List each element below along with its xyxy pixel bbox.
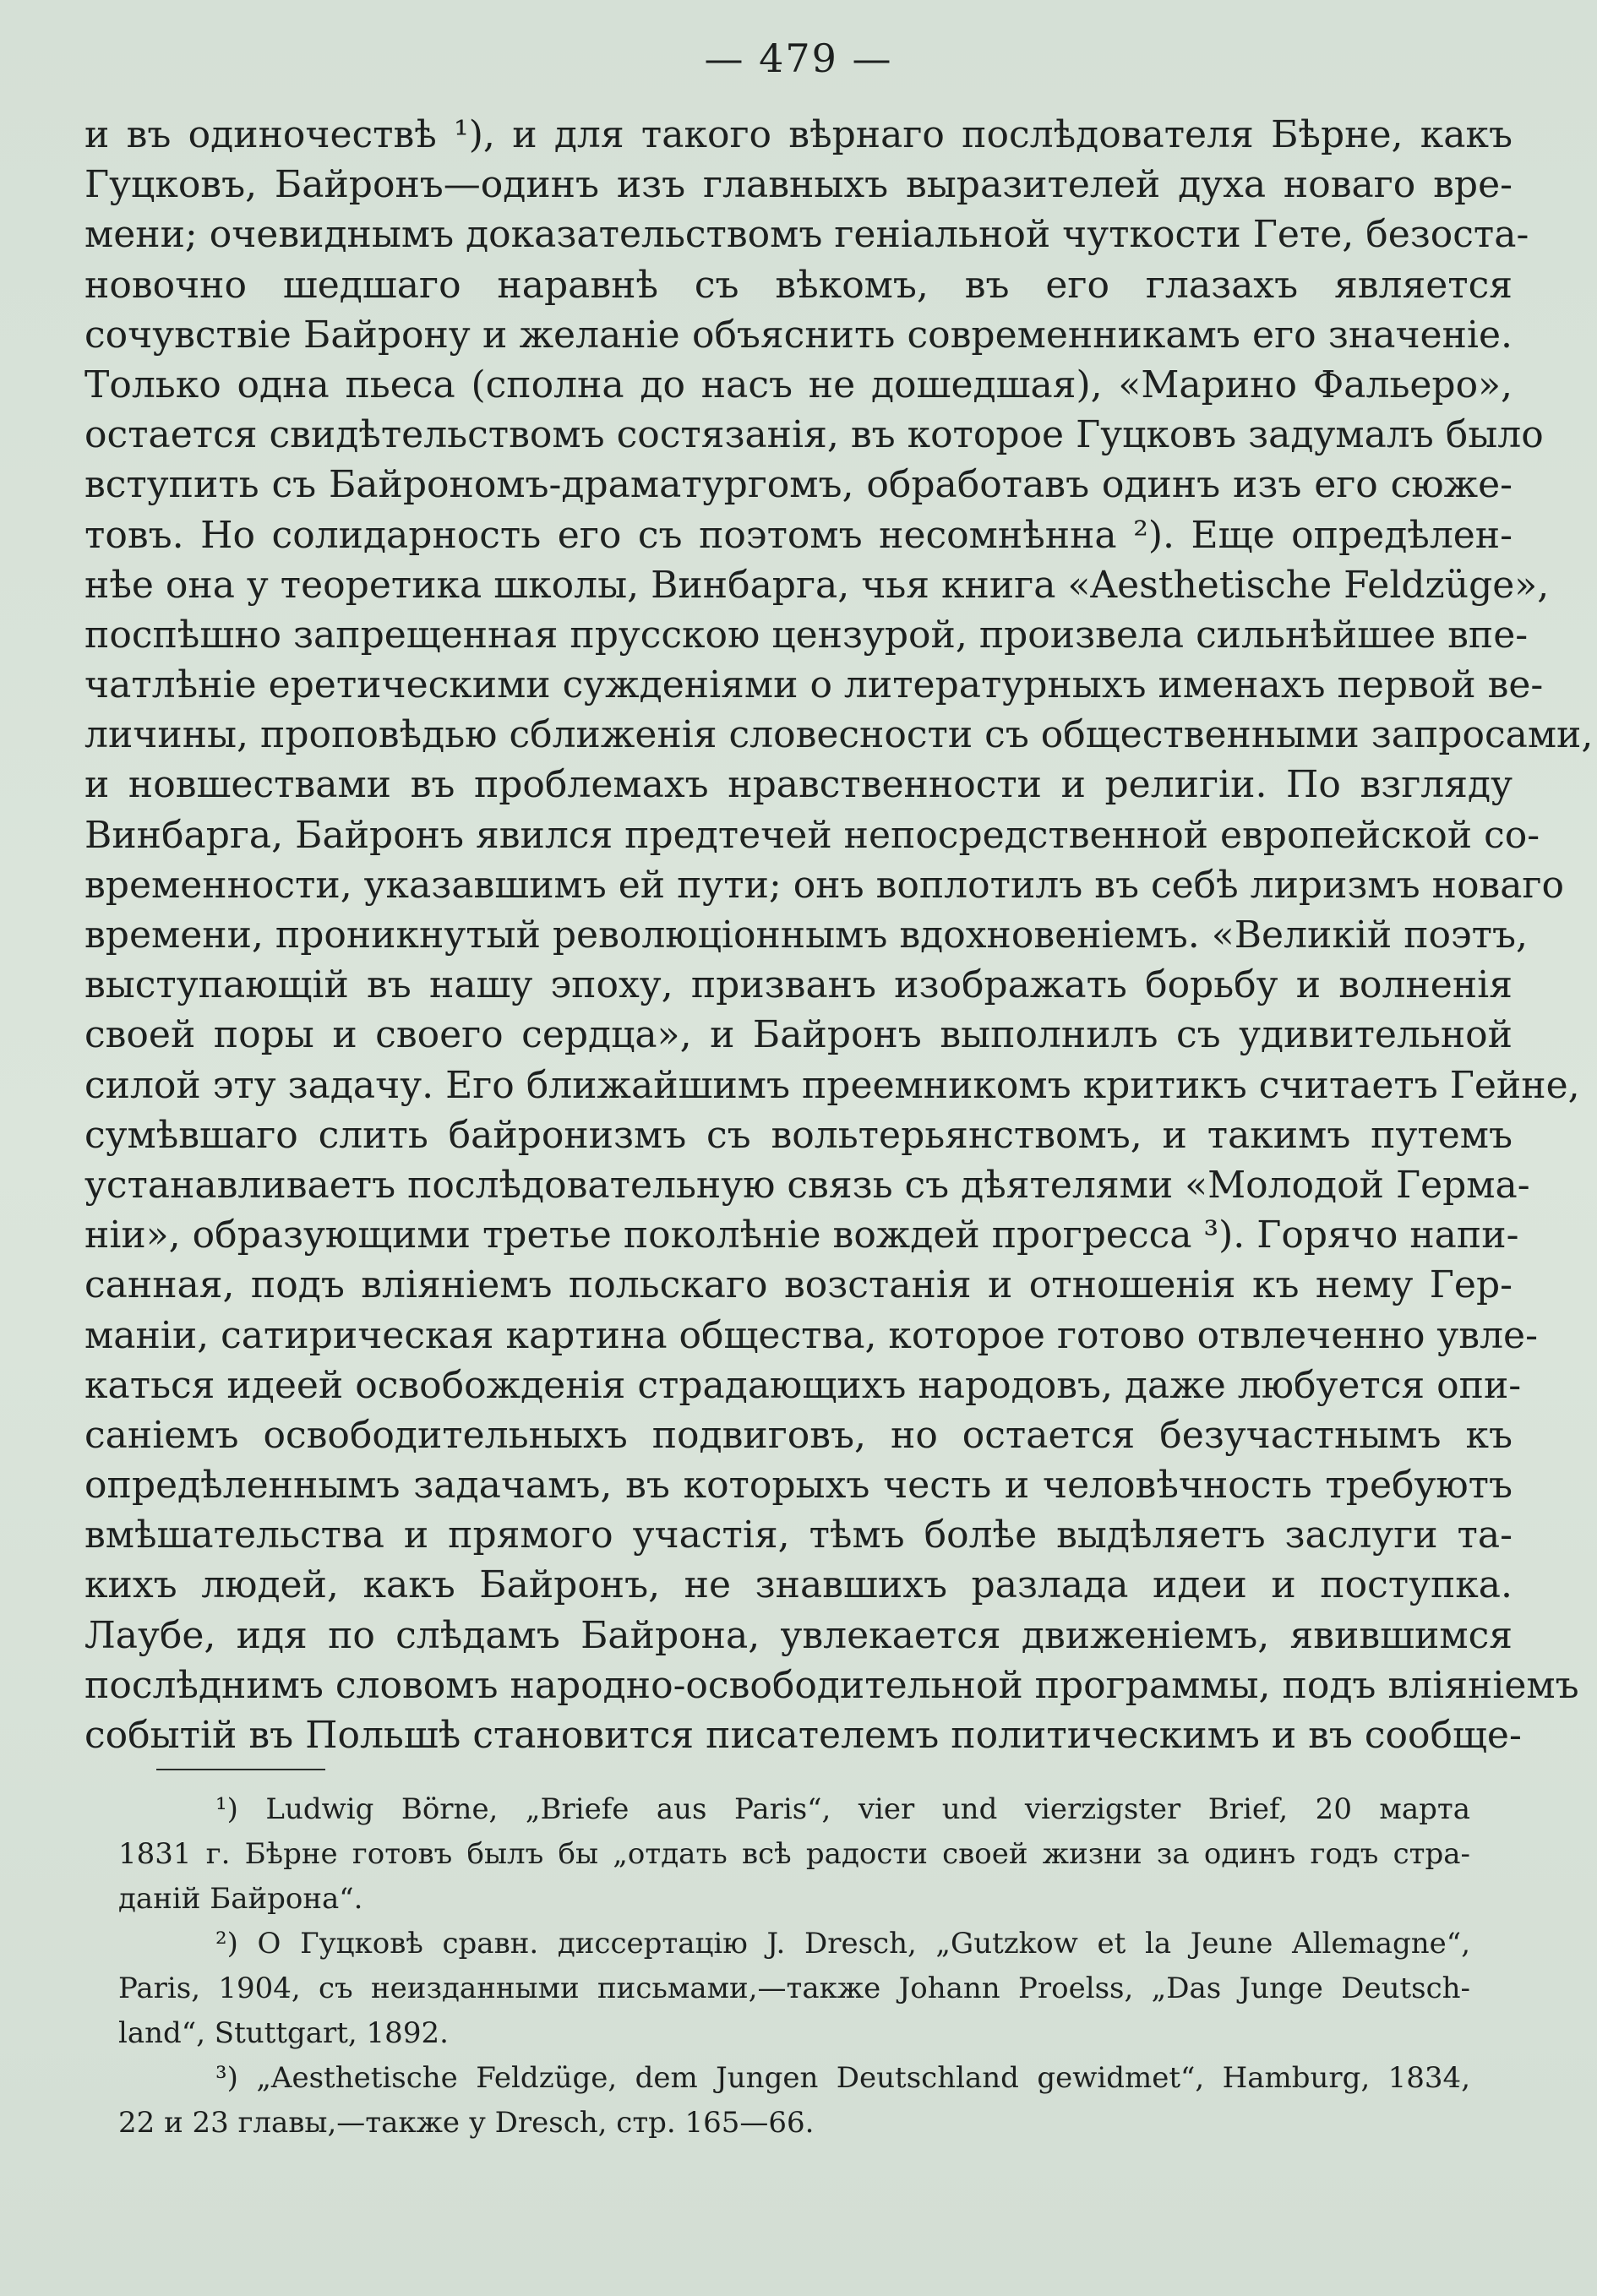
text-line: мени; очевиднымъ доказательствомъ геніальной чуткости Гете, безоста- bbox=[84, 213, 1529, 257]
text-line: вмѣшательства и прямого участія, тѣмъ болѣе выдѣляетъ заслуги та- bbox=[84, 1513, 1513, 1557]
text-line: Лаубе, идя по слѣдамъ Байрона, увлекается движеніемъ, явившимся bbox=[84, 1613, 1513, 1657]
text-line: санная, подъ вліяніемъ польскаго возстанія и отношенія къ нему Гер- bbox=[84, 1263, 1513, 1307]
text-line: поспѣшно запрещенная прусскою цензурой, произвела сильнѣйшее впе- bbox=[84, 613, 1529, 657]
text-line: и въ одиночествѣ ¹), и для такого вѣрнаго послѣдователя Бѣрне, какъ bbox=[84, 113, 1513, 156]
text-line: опредѣленнымъ задачамъ, въ которыхъ честь и человѣчность требуютъ bbox=[84, 1464, 1513, 1508]
text-line: товъ. Но солидарность его съ поэтомъ несомнѣнна ²). Еще опредѣлен- bbox=[84, 513, 1513, 557]
footnote-divider bbox=[156, 1769, 325, 1770]
footnote-line: ¹) Ludwig Börne, „Briefe aus Paris“, vier und vierzigster Brief, 20 марта bbox=[215, 1792, 1470, 1826]
text-line: устанавливаетъ послѣдовательную связь съ дѣятелями «Молодой Герма- bbox=[84, 1163, 1530, 1207]
footnote-3 bbox=[118, 2056, 1470, 2146]
text-line: новочно шедшаго наравнѣ съ вѣкомъ, въ его глазахъ является bbox=[84, 263, 1513, 307]
footnote-line: land“, Stuttgart, 1892. bbox=[118, 2016, 449, 2050]
text-line: кихъ людей, какъ Байронъ, не знавшихъ разлада идеи и поступка. bbox=[84, 1563, 1513, 1607]
footnote-line: даній Байрона“. bbox=[118, 1882, 363, 1916]
text-line: и новшествами въ проблемахъ нравственности и религіи. По взгляду bbox=[84, 763, 1513, 807]
footnote-line: ²) О Гуцковѣ сравн. диссертацію J. Dresch, „Gutzkow et la Jeune Allemagne“, bbox=[215, 1927, 1470, 1961]
footnote-line: Paris, 1904, съ неизданными письмами,—также Johann Proelss, „Das Junge Deutsch- bbox=[118, 1972, 1470, 2005]
text-line: чатлѣніе еретическими сужденіями о литературныхъ именахъ первой ве- bbox=[84, 663, 1544, 707]
text-line: сумѣвшаго слить байронизмъ съ вольтерьянствомъ, и такимъ путемъ bbox=[84, 1113, 1513, 1157]
text-line: Гуцковъ, Байронъ—одинъ изъ главныхъ выразителей духа новаго вре- bbox=[84, 163, 1513, 207]
footnotes bbox=[118, 1787, 1470, 2146]
footnote-2 bbox=[118, 1922, 1470, 2056]
text-line: событій въ Польшѣ становится писателемъ политическимъ и въ сообще- bbox=[84, 1714, 1522, 1757]
text-line: Винбарга, Байронъ явился предтечей непосредственной европейской со- bbox=[84, 813, 1540, 857]
text-line: остается свидѣтельствомъ состязанія, въ которое Гуцковъ задумалъ было bbox=[84, 413, 1544, 457]
text-line: ніи», образующими третье поколѣніе вождей прогресса ³). Горячо напи- bbox=[84, 1213, 1519, 1257]
text-line: вступить съ Байрономъ-драматургомъ, обработавъ одинъ изъ его сюже- bbox=[84, 463, 1513, 507]
text-line: саніемъ освободительныхъ подвиговъ, но остается безучастнымъ къ bbox=[84, 1413, 1513, 1457]
text-line: маніи, сатирическая картина общества, которое готово отвлеченно увле- bbox=[84, 1313, 1538, 1357]
page-number: — 479 — bbox=[704, 35, 893, 81]
footnote-line: 1831 г. Бѣрне готовъ былъ бы „отдать всѣ радости своей жизни за одинъ годъ стра- bbox=[118, 1837, 1470, 1871]
text-line: послѣднимъ словомъ народно-освободительной программы, подъ вліяніемъ bbox=[84, 1663, 1579, 1707]
text-line: силой эту задачу. Его ближайшимъ преемникомъ критикъ считаетъ Гейне, bbox=[84, 1063, 1580, 1107]
footnote-line: ³) „Aesthetische Feldzüge, dem Jungen Deutschland gewidmet“, Hamburg, 1834, bbox=[215, 2061, 1470, 2095]
text-line: личины, проповѣдью сближенія словесности съ общественными запросами, bbox=[84, 713, 1594, 757]
footnote-line: 22 и 23 главы,—также у Dresch, стр. 165—66. bbox=[118, 2106, 815, 2140]
text-line: временности, указавшимъ ей пути; онъ воплотилъ въ себѣ лиризмъ новаго bbox=[84, 863, 1564, 907]
text-line: каться идеей освобожденія страдающихъ народовъ, даже любуется опи- bbox=[84, 1363, 1522, 1407]
main-text bbox=[84, 110, 1594, 1760]
text-line: сочувствіе Байрону и желаніе объяснить современникамъ его значеніе. bbox=[84, 313, 1513, 357]
text-line: выступающій въ нашу эпоху, призванъ изображать борьбу и волненія bbox=[84, 963, 1513, 1007]
text-line: нѣе она у теоретика школы, Винбарга, чья книга «Aesthetische Feldzüge», bbox=[84, 563, 1550, 607]
footnote-1 bbox=[118, 1787, 1470, 1922]
text-line: Только одна пьеса (сполна до насъ не дошедшая), «Марино Фальеро», bbox=[84, 363, 1513, 406]
text-line: своей поры и своего сердца», и Байронъ выполнилъ съ удивительной bbox=[84, 1013, 1513, 1057]
text-line: времени, проникнутый революціоннымъ вдохновеніемъ. «Великій поэтъ, bbox=[84, 913, 1529, 957]
